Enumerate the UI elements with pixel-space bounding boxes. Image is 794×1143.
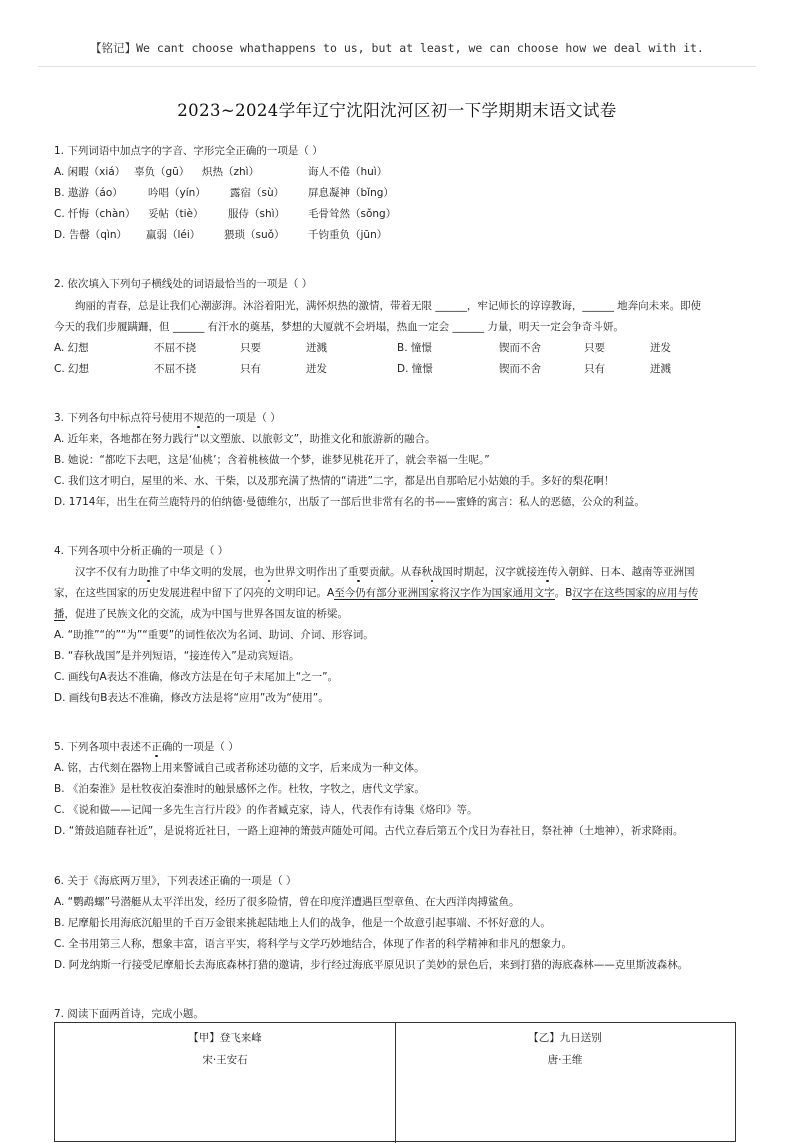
q5-stem-text: 5. 下列各项中表述 (54, 741, 141, 753)
q1-stem: 1. 下列词语中加点字的字音、字形完全正确的一项是（ ） (54, 145, 323, 157)
document-title: 2023~2024学年辽宁沈阳沈河区初一下学期期末语文试卷 (177, 101, 617, 120)
q3-stem (54, 411, 281, 425)
q1-c-word1: C. 忏悔（chàn） (54, 208, 136, 220)
q2-passage-line: 今天的我们步履蹒跚，但 ______ 有汗水的奠基，梦想的大厦就不会坍塌，热血一定会 ______ 力量，明天一定会争奇斗妍。 (54, 321, 624, 333)
q6-stem: 6. 关于《海底两万里》，下列表述正确的一项是（ ） (54, 875, 297, 887)
q1-c-word4: 毛骨耸然（sǒng） (308, 208, 397, 220)
q1-a-word2: 辜负（gū） (134, 166, 190, 178)
q5-option-b: B. 《泊秦淮》是杜牧夜泊秦淮时的触景感怀之作。杜牧，字牧之，唐代文学家。 (54, 783, 425, 795)
q2-b-word2: 锲而不舍 (499, 342, 541, 354)
q5-stem-text: 的一项是（ ） (172, 741, 239, 753)
q6-option-a: A. “鹦鹉螺”号潜艇从太平洋出发，经历了很多险情，曾在印度洋遭遇巨型章鱼、在大西洋肉搏鲨鱼。 (54, 896, 520, 908)
q3-option-c: C. 我们这才明白，屋里的米、水、干柴，以及那充满了热情的“请进”二字，都是出自那哈尼小姑娘的手。多好的梨花啊！ (54, 475, 615, 487)
poem-table (54, 1022, 736, 1142)
q4-passage-text: ，促进了民族文化的交流，成为中国与世界各国友谊的桥梁。 (64, 608, 348, 620)
q2-a-word4: 迸溅 (306, 342, 327, 354)
q1-b-word3: 露宿（sù） (230, 187, 285, 199)
q3-stem-emphasis: 不规范 (182, 412, 215, 424)
q2-d-word2: 锲而不舍 (499, 363, 541, 375)
q2-b-word3: 只要 (584, 342, 605, 354)
page-header-quote: 【铭记】We cant choose whathappens to us, but at least, we can choose how we deal with it. (90, 41, 704, 55)
q4-underlined-sentence-b: 播 (54, 608, 65, 620)
q3-option-b: B. 她说：“都吃下去吧，这是‘仙桃’；含着桃核做一个梦，谁梦见桃花开了，就会幸福一生呢。” (54, 454, 490, 466)
q2-a-word2: 不屈不挠 (154, 342, 196, 354)
q3-stem-text: 3. 下列各句中标点符号使用 (54, 412, 183, 424)
q4-passage-text: 贡献。从 (369, 566, 411, 578)
q5-option-c: C. 《说和做——记闻一多先生言行片段》的作者臧克家，诗人，代表作有诗集《烙印》等。 (54, 804, 478, 816)
q3-option-a: A. 近年来，各地都在努力践行“以文塑旅、以旅彰文”，助推文化和旅游新的融合。 (54, 433, 436, 445)
q4-passage-text: 汉字不仅有力 (75, 566, 138, 578)
q5-stem (54, 740, 239, 754)
q1-c-word2: 妥帖（tiè） (148, 208, 204, 220)
q2-b-word1: B. 憧憬 (397, 342, 432, 354)
q4-passage-text: 的发展，也 (211, 566, 264, 578)
q2-c-word1: C. 幻想 (54, 363, 90, 375)
poem-a-title: 【甲】登飞来峰 (188, 1032, 262, 1044)
q4-option-c: C. 画线句A表达不准确，修改方法是在句子末尾加上“之一”。 (54, 671, 339, 683)
q4-passage-text: 中华文明 (169, 566, 212, 578)
q4-passage-text: 时期起，汉字就 (453, 566, 527, 578)
q1-d-word2: 羸弱（léi） (146, 229, 201, 241)
q2-d-word3: 只有 (584, 363, 605, 375)
q5-option-a: A. 铭，古代刻在器物上用来警诫自己或者称述功德的文字，后来成为一种文体。 (54, 762, 425, 774)
q2-a-word3: 只要 (240, 342, 261, 354)
q6-option-b: B. 尼摩船长用海底沉船里的千百万金银来挑起陆地上人们的战争，他是一个故意引起事端、不怀好意的人。 (54, 917, 551, 929)
q4-passage-text: 家，在这些国家的历史发展进程中留下了闪亮的文明印记。A (54, 587, 335, 599)
q4-dotted-word: 助推 (138, 566, 159, 578)
q7-stem: 7. 阅读下面两首诗，完成小题。 (54, 1008, 204, 1020)
q5-option-d: D. “箫鼓追随春社近”，是说将近社日，一路上迎神的箫鼓声随处可闻。古代立春后第五个戊日为春社日，祭社神（土地神），祈求降雨。 (54, 825, 684, 837)
q4-passage-line (54, 607, 348, 621)
q1-b-word2: 吟唱（yín） (148, 187, 206, 199)
q4-passage-text: 了 (159, 566, 170, 578)
q4-passage-text: 朝鲜、日本、越南等亚洲国 (568, 566, 695, 578)
q3-stem-text: 的一项是（ ） (214, 412, 281, 424)
q4-option-b: B. “春秋战国”是并列短语，“接连传入”是动宾短语。 (54, 650, 300, 662)
q4-dotted-word: 重要 (348, 566, 369, 578)
q1-d-word3: 猥琐（suǒ） (224, 229, 285, 241)
q4-option-a: A. “助推”“的”“为”“重要”的词性依次为名词、助词、介词、形容词。 (54, 629, 374, 641)
q4-underlined-sentence-a: 至今仍有部分亚洲国家将汉字作为国家通用文字 (334, 587, 555, 599)
poem-b-title: 【乙】九日送别 (528, 1032, 602, 1044)
header-divider (38, 66, 756, 67)
q1-a-word4: 诲人不倦（huì） (308, 166, 388, 178)
poem-a-author: 宋·王安石 (202, 1054, 248, 1066)
q3-option-d: D. 1714年，出生在荷兰鹿特丹的伯纳德·曼德维尔，出版了一部后世非常有名的书——蜜蜂的寓言：私人的恶德，公众的利益。 (54, 496, 645, 508)
poem-b-author: 唐·王维 (547, 1054, 583, 1066)
q2-c-word3: 只有 (240, 363, 261, 375)
q6-option-c: C. 全书用第三人称，想象丰富，语言平实，将科学与文学巧妙地结合，体现了作者的科学精神和非凡的想象力。 (54, 938, 573, 950)
q1-b-word1: B. 遨游（áo） (54, 187, 123, 199)
q4-passage-text: 。B (554, 587, 573, 599)
q4-passage-line (54, 586, 698, 600)
q4-passage-line (75, 565, 695, 579)
q2-stem: 2. 依次填入下列句子横线处的词语最恰当的一项是（ ） (54, 278, 313, 290)
q2-c-word2: 不屈不挠 (154, 363, 196, 375)
q4-dotted-word: 接连传入 (526, 566, 569, 578)
q4-stem: 4. 下列各项中分析正确的一项是（ ） (54, 545, 229, 557)
q1-c-word3: 服侍（shì） (228, 208, 286, 220)
q5-stem-emphasis: 不正确 (140, 741, 173, 753)
q1-a-word3: 炽热（zhì） (202, 166, 260, 178)
q2-c-word4: 迸发 (306, 363, 327, 375)
q2-d-word4: 迸溅 (650, 363, 671, 375)
q2-b-word4: 迸发 (650, 342, 671, 354)
q4-option-d: D. 画线句B表达不准确，修改方法是将“应用”改为“使用”。 (54, 692, 329, 704)
q6-option-d: D. 阿龙纳斯一行接受尼摩船长去海底森林打猎的邀请，步行经过海底平原见识了美妙的景色后，来到打猎的海底森林——克里斯波森林。 (54, 959, 689, 971)
q1-a-word1: A. 闲暇（xiá） (54, 166, 126, 178)
q4-dotted-word: 春秋战国 (411, 566, 453, 578)
q1-b-word4: 屏息凝神（bǐng） (308, 187, 394, 199)
q1-d-word1: D. 告罄（qìn） (54, 229, 127, 241)
q4-underlined-sentence-b: 汉字在这些国家的应用与传 (572, 587, 699, 599)
q1-d-word4: 千钧重负（jūn） (308, 229, 388, 241)
q2-a-word1: A. 幻想 (54, 342, 89, 354)
q2-d-word1: D. 憧憬 (397, 363, 433, 375)
q4-dotted-word: 为 (264, 566, 275, 578)
q2-passage-line: 绚丽的青春，总是让我们心潮澎湃。沐浴着阳光，满怀炽热的激情，带着无限 ______，牢记师长的谆谆教诲，______ 地奔向未来。即使 (75, 300, 702, 312)
q4-passage-text: 世界文明作出了 (274, 566, 348, 578)
